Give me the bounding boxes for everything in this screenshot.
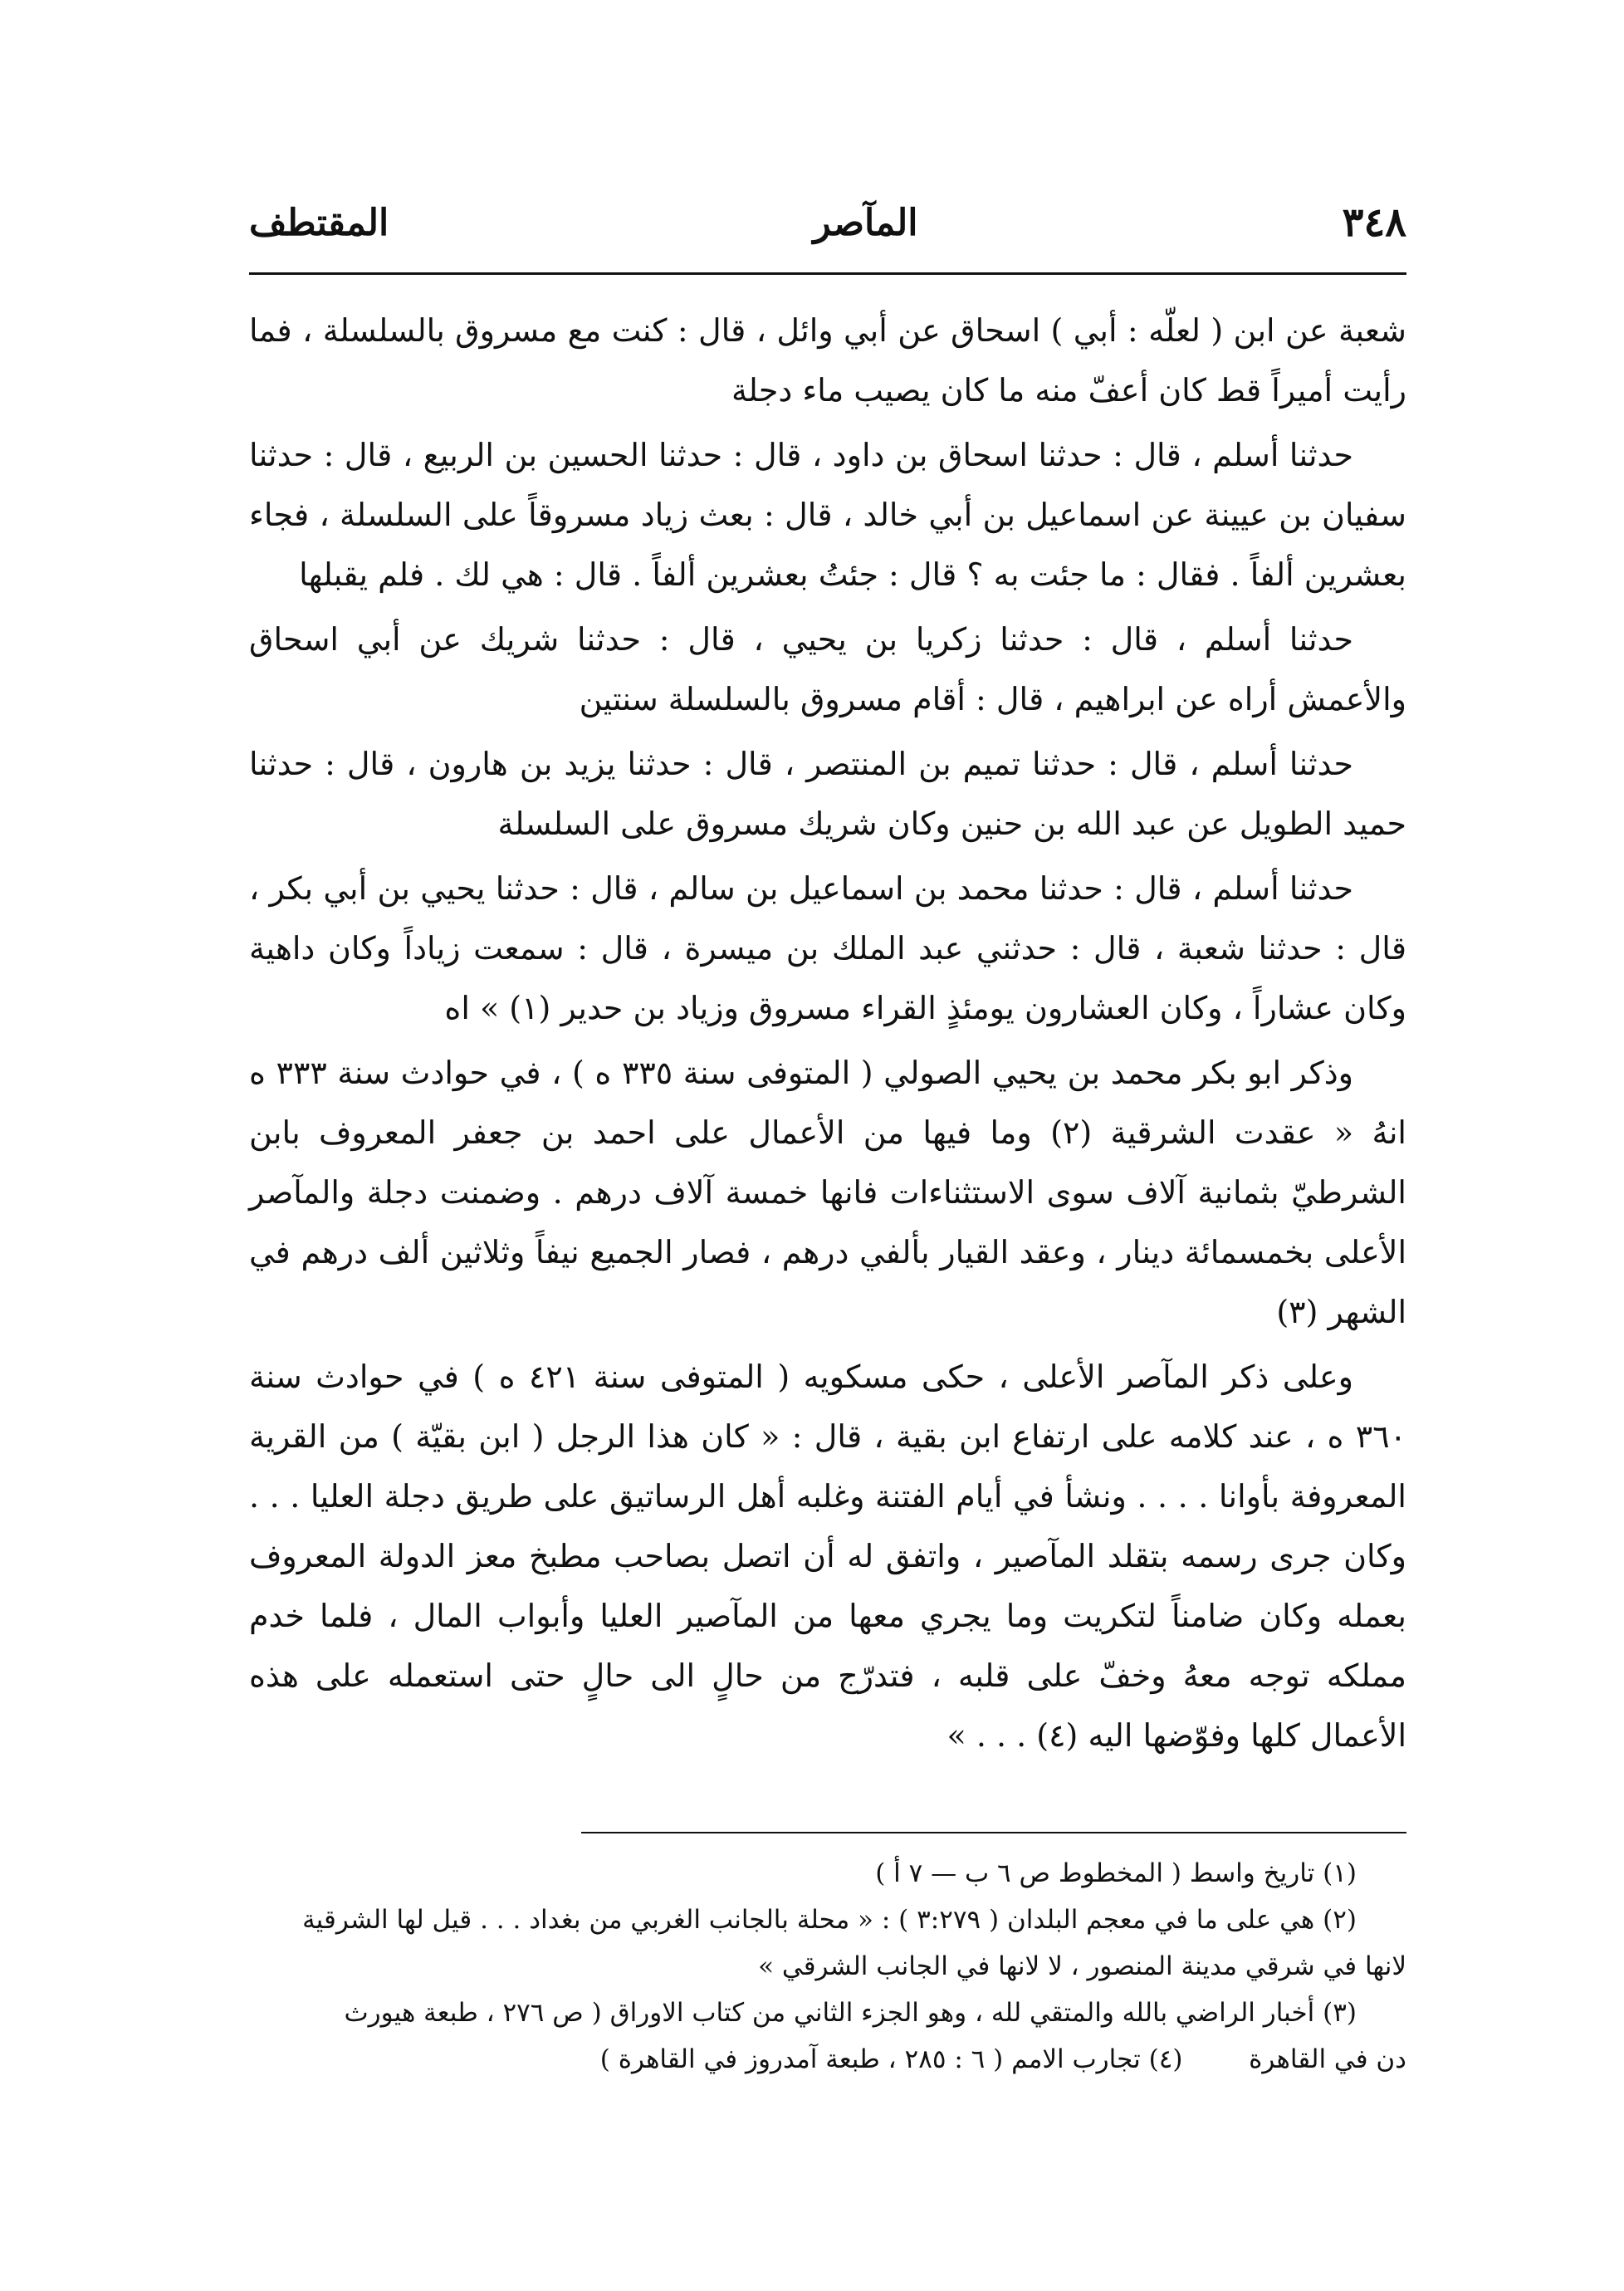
paragraph-6: وذكر ابو بكر محمد بن يحيي الصولي ( المتوفى سنة ٣٣٥ ه ) ، في حوادث سنة ٣٣٣ ه انهُ « عقدت الشرقية (٢) وما فيها من الأعمال على احمد بن جعفر المعروف بابن الشرطيّ بثمانية آلاف سوى الاستثناءات فانها خمسة آلاف درهم . وضمنت دجلة والمآصر الأعلى بخمسمائة دينار ، وعقد القيار بألفي درهم ، فصار الجميع نيفاً وثلاثين ألف درهم في الشهر (٣) bbox=[249, 1055, 1406, 1330]
paragraph-5: حدثنا أسلم ، قال : حدثنا محمد بن اسماعيل بن سالم ، قال : حدثنا يحيي بن أبي بكر ، قال : حدثنا شعبة ، قال : حدثني عبد الملك بن ميسرة ، قال : سمعت زياداً وكان داهية وكان عشاراً ، وكان العشارون يومئذٍ القراء مسروق وزياد بن حدير (١) » اه bbox=[249, 870, 1406, 1026]
footnote-rule bbox=[581, 1832, 1406, 1833]
paragraph-2: حدثنا أسلم ، قال : حدثنا اسحاق بن داود ، قال : حدثنا الحسين بن الربيع ، قال : حدثنا سفيان بن عيينة عن اسماعيل بن أبي خالد ، قال : بعث زياد مسروقاً على السلسلة ، فجاء بعشرين ألفاً . فقال : ما جئت به ؟ قال : جئتُ بعشرين ألفاً . قال : هي لك . فلم يقبلها bbox=[249, 437, 1406, 593]
footnotes bbox=[249, 1850, 1406, 2083]
paragraph-7: وعلى ذكر المآصر الأعلى ، حكى مسكويه ( المتوفى سنة ٤٢١ ه ) في حوادث سنة ٣٦٠ ه ، عند كلامه على ارتفاع ابن بقية ، قال : « كان هذا الرجل ( ابن بقيّة ) من القرية المعروفة بأوانا . . . . ونشأ في أيام الفتنة وغلبه أهل الرساتيق على طريق دجلة العليا . . . وكان جرى رسمه بتقلد المآصير ، واتفق له أن اتصل بصاحب مطبخ معز الدولة المعروف بعمله وكان ضامناً لتكريت وما يجري معها من المآصير العليا وأبواب المال ، فلما خدم مملكه توجه معهُ وخفّ على قلبه ، فتدرّج من حالٍ الى حالٍ حتى استعمله على هذه الأعمال كلها وفوّضها اليه (٤) . . . » bbox=[249, 1358, 1407, 1754]
section-title: المآصر bbox=[813, 201, 918, 244]
paragraph-4: حدثنا أسلم ، قال : حدثنا تميم بن المنتصر ، قال : حدثنا يزيد بن هارون ، قال : حدثنا حميد الطويل عن عبد الله بن حنين وكان شريك مسروق على السلسلة bbox=[249, 746, 1406, 842]
paragraph-3: حدثنا أسلم ، قال : حدثنا زكريا بن يحيي ، قال : حدثنا شريك عن أبي اسحاق والأعمش أراه عن ابراهيم ، قال : أقام مسروق بالسلسلة سنتين bbox=[249, 621, 1406, 717]
page-header bbox=[249, 189, 1406, 256]
footnote-3: (٣) أخبار الراضي بالله والمتقي لله ، وهو الجزء الثاني من كتاب الاوراق ( ص ٢٧٦ ، طبعة هيورث bbox=[344, 1998, 1357, 2028]
footnote-2-continuation: لانها في شرقي مدينة المنصور ، لا لانها في الجانب الشرقي » bbox=[758, 1951, 1406, 1981]
journal-title: المقتطف bbox=[249, 201, 389, 244]
body-text bbox=[249, 301, 1406, 1770]
footnote-3-continuation: دن في القاهرة bbox=[1249, 2044, 1406, 2074]
footnote-2: (٢) هي على ما في معجم البلدان ( ٣:٢٧٩ ) : « محلة بالجانب الغربي من بغداد . . . قيل لها الشرقية bbox=[302, 1905, 1357, 1935]
page-number: ٣٤٨ bbox=[1342, 199, 1406, 246]
footnote-3-4-line bbox=[249, 2036, 1406, 2083]
footnote-1: (١) تاريخ واسط ( المخطوط ص ٦ ب — ٧ أ ) bbox=[875, 1858, 1357, 1888]
paragraph-1: شعبة عن ابن ( لعلّه : أبي ) اسحاق عن أبي وائل ، قال : كنت مع مسروق بالسلسلة ، فما رأيت أميراً قط كان أعفّ منه ما كان يصيب ماء دجلة bbox=[249, 312, 1406, 409]
header-rule bbox=[249, 272, 1406, 275]
footnote-4: (٤) تجارب الامم ( ٦ : ٢٨٥ ، طبعة آمدروز في القاهرة ) bbox=[599, 2044, 1183, 2074]
